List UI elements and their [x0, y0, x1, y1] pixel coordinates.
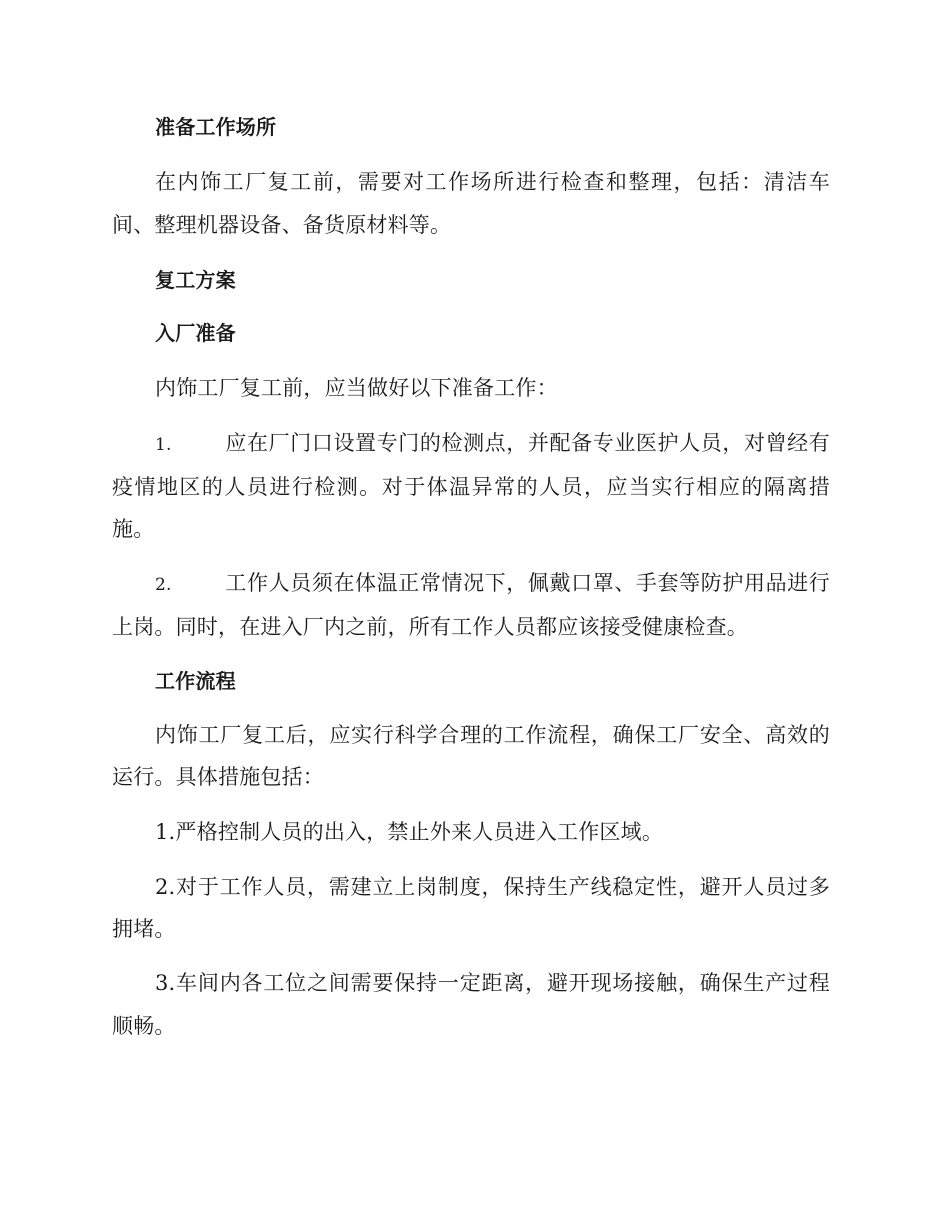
heading-resume-plan: 复工方案 [155, 268, 236, 292]
list-item-text: 工作人员须在体温正常情况下，佩戴口罩、手套等防护用品进行 [225, 571, 830, 595]
paragraph-line: 上岗。同时，在进入厂内之前，所有工作人员都应该接受健康检查。 [112, 615, 748, 639]
heading-entry-prep: 入厂准备 [155, 321, 236, 345]
measure-item: 1.严格控制人员的出入，禁止外来人员进入工作区域。 [155, 820, 664, 844]
paragraph-line: 拥堵。 [112, 917, 176, 941]
measure-item: 2.对于工作人员，需建立上岗制度，保持生产线稳定性，避开人员过多 [155, 875, 830, 899]
paragraph-line: 疫情地区的人员进行检测。对于体温异常的人员，应当实行相应的隔离措 [112, 475, 830, 499]
list-number: 1. [155, 435, 172, 455]
paragraph-line: 运行。具体措施包括： [112, 765, 324, 789]
measure-item: 3.车间内各工位之间需要保持一定距离，避开现场接触，确保生产过程 [155, 971, 830, 995]
heading-workflow: 工作流程 [155, 669, 236, 693]
paragraph-line: 内饰工厂复工前，应当做好以下准备工作： [155, 376, 558, 400]
paragraph-line: 在内饰工厂复工前，需要对工作场所进行检查和整理，包括：清洁车 [155, 170, 830, 194]
list-item [155, 568, 830, 600]
list-item [155, 428, 830, 460]
paragraph-line: 间、整理机器设备、备货原材料等。 [112, 213, 452, 237]
heading-prep-workplace: 准备工作场所 [155, 115, 277, 139]
paragraph-line: 施。 [112, 517, 155, 541]
paragraph-line: 顺畅。 [112, 1014, 176, 1038]
list-item-text: 应在厂门口设置专门的检测点，并配备专业医护人员，对曾经有 [225, 431, 830, 455]
list-number: 2. [155, 575, 172, 595]
paragraph-line: 内饰工厂复工后，应实行科学合理的工作流程，确保工厂安全、高效的 [155, 723, 830, 747]
